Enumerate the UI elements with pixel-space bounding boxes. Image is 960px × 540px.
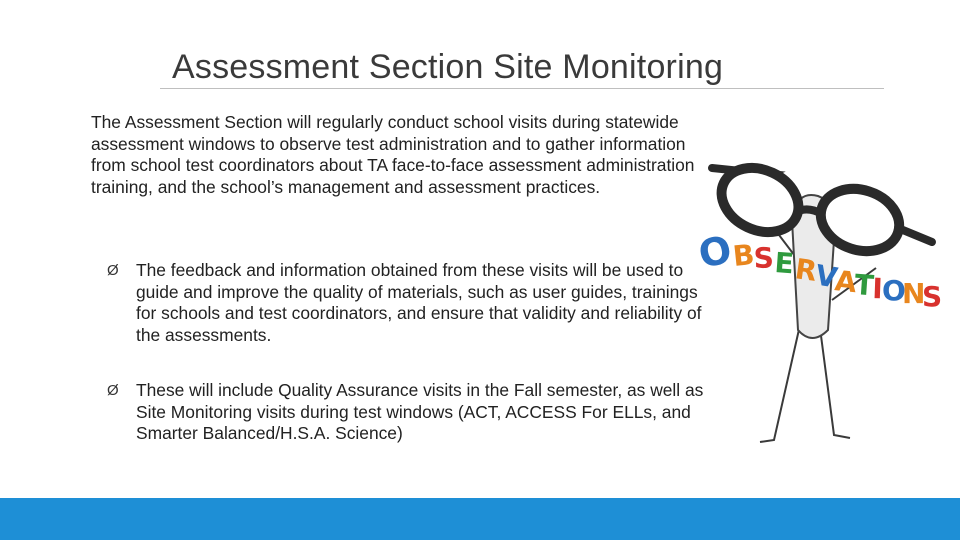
intro-paragraph: The Assessment Section will regularly conduct school visits during statewide assessment windows to observe test administration and to gather information from school test coordinators about TA face-to-face assessment administration training, and the school’s management and assessment practices. [91, 112, 695, 197]
svg-text:T: T [853, 268, 875, 303]
svg-text:S: S [753, 241, 775, 275]
observations-illustration [694, 150, 943, 450]
bullet-text: These will include Quality Assurance visits in the Fall semester, as well as Site Monitoring visits during test windows (ACT, ACCESS For ELLs, and Smarter Balanced/H.S.A. Science) [136, 380, 704, 443]
svg-text:I: I [871, 272, 884, 306]
arrow-bullet-icon: Ø [107, 382, 119, 399]
title-divider [160, 88, 884, 89]
svg-text:O: O [694, 227, 736, 277]
bullet-item-feedback [107, 260, 707, 346]
svg-text:N: N [902, 277, 926, 310]
svg-text:B: B [731, 237, 756, 273]
svg-text:R: R [793, 252, 819, 288]
bullet-text: The feedback and information obtained from these visits will be used to guide and improve the quality of materials, such as user guides, trainings for schools and test coordinators, and ensure that validity and reliability of the assessments. [136, 260, 702, 345]
svg-text:A: A [833, 264, 859, 300]
svg-text:S: S [922, 280, 943, 313]
svg-text:E: E [773, 246, 795, 281]
arrow-bullet-icon: Ø [107, 262, 119, 279]
slide-title: Assessment Section Site Monitoring [172, 48, 724, 86]
bullet-item-visits [107, 380, 707, 445]
footer-bar [0, 498, 960, 540]
svg-text:V: V [812, 258, 840, 295]
svg-text:O: O [882, 274, 906, 307]
